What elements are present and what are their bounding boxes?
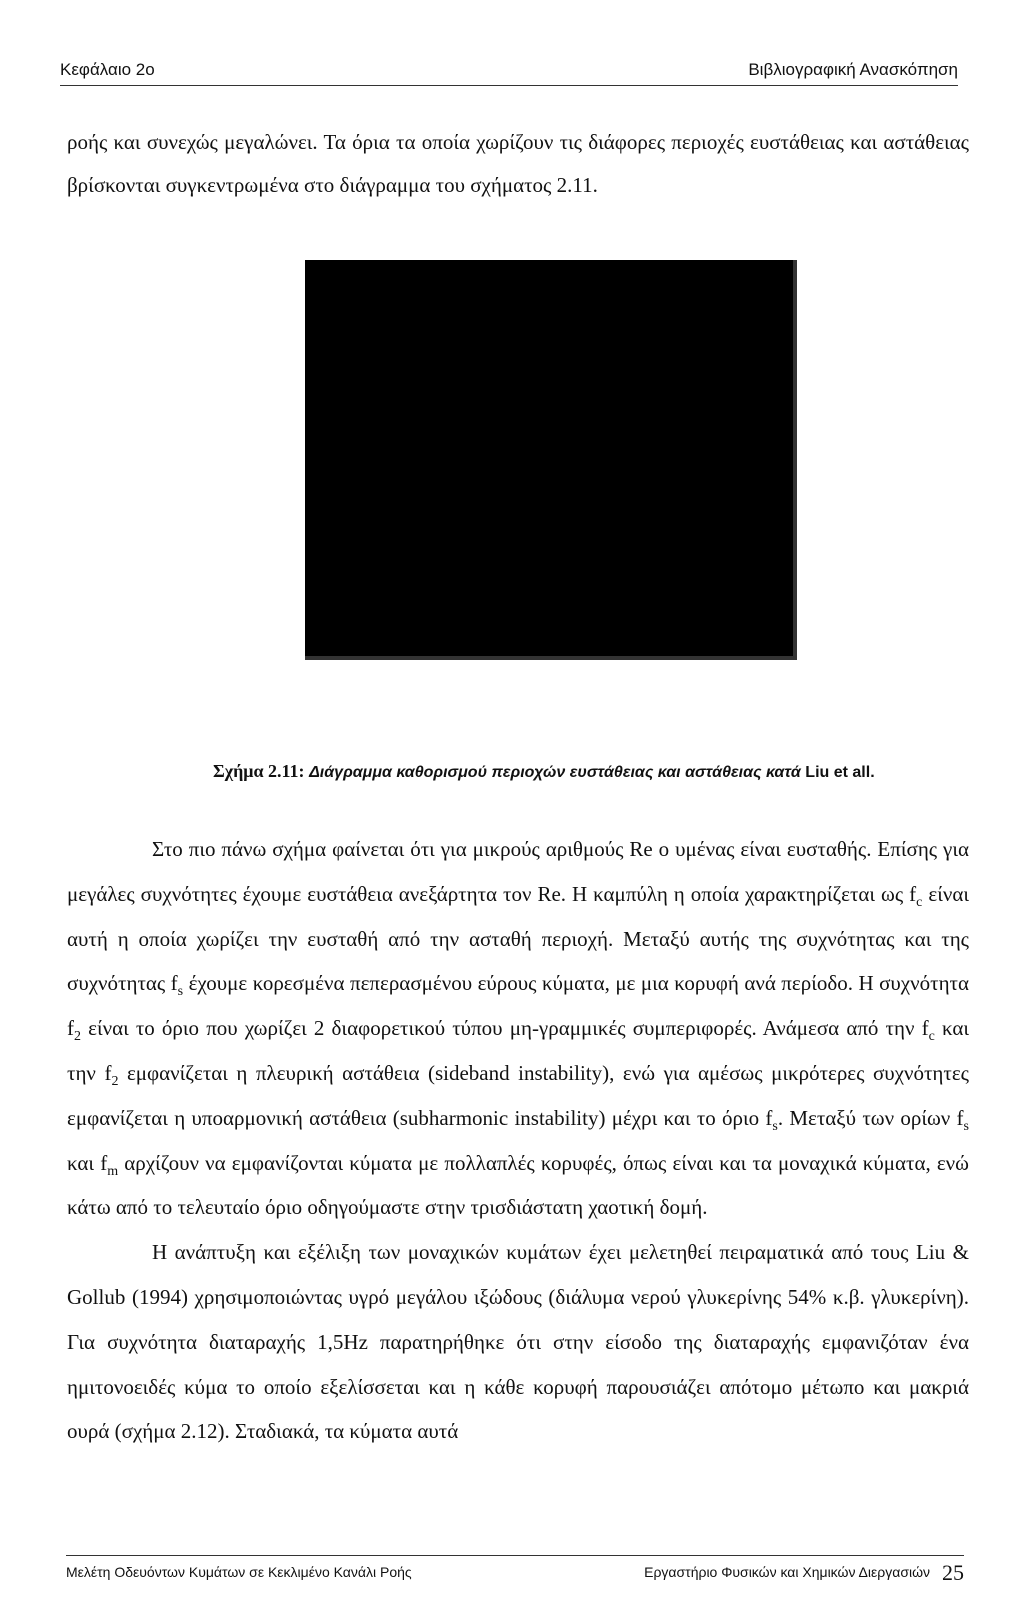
page-header bbox=[60, 56, 958, 86]
caption-author: Liu et all. bbox=[805, 764, 875, 781]
paragraph-2: Η ανάπτυξη και εξέλιξη των μοναχικών κυμάτων έχει μελετηθεί πειραματικά από τους Liu & Gollub (1994) χρησιμοποιώντας υγρό μεγάλου ιξώδους (διάλυμα νερού γλυκερίνης 54% κ.β. γλυκερίνη). Για συχνότητα διαταραχής 1,5Hz παρατηρήθηκε ότι στην είσοδο της διαταραχής εμφανιζόταν ένα ημιτονοειδές κύμα το οποίο εξελίσσεται και η κάθε κορυφή παρουσιάζει απότομο μέτωπο και μακριά ουρά (σχήμα 2.12). Σταδιακά, τα κύματα αυτά bbox=[67, 1240, 969, 1444]
footer-divider bbox=[66, 1555, 964, 1556]
paragraph-1: Στο πιο πάνω σχήμα φαίνεται ότι για μικρούς αριθμούς Re ο υμένας είναι ευσταθής. Επίσης για μεγάλες συχνότητες έχουμε ευστάθεια ανεξάρτητα τον Re. Η καμπύλη η οποία χαρακτηρίζεται ως $f_c$ είναι αυτή η οποία χωρίζει την ευσταθή από την ασταθή περιοχή. Μεταξύ αυτής της συχνότητας και της συχνότητας $f_s$ έχουμε κορεσμένα πεπερασμένου εύρους κύματα, με μια κορυφή ανά περίοδο. Η συχνότητα $f_2$ είναι το όριο που χωρίζει 2 διαφορετικού τύπου μη-γραμμικές συμπεριφορές. Ανάμεσα από την $f_c$ και την $f_2$ εμφανίζεται η πλευρική αστάθεια (sideband instability), ενώ για αμέσως μικρότερες συχνότητες εμφανίζεται η υποαρμονική αστάθεια (subharmonic instability) μέχρι και το όριο $f_s$. Μεταξύ των ορίων $f_s$ και $f_m$ αρχίζουν να εμφανίζονται κύματα με πολλαπλές κορυφές, όπως είναι και τα μοναχικά κύματα, ενώ κάτω από το τελευταίο όριο οδηγούμαστε στην τρισδιάστατη χαοτική δομή. bbox=[67, 837, 969, 1220]
caption-text: Διάγραμμα καθορισμού περιοχών ευστάθειας και αστάθειας κατά bbox=[309, 764, 801, 781]
figure-edge-right bbox=[793, 260, 797, 656]
page-number: 25 bbox=[942, 1560, 964, 1585]
figure-edge-bottom bbox=[305, 656, 797, 660]
section-label: Βιβλιογραφική Ανασκόπηση bbox=[748, 60, 958, 79]
footer-title: Μελέτη Οδευόντων Κυμάτων σε Κεκλιμένο Κανάλι Ροής bbox=[66, 1564, 412, 1580]
figure-caption bbox=[213, 761, 875, 782]
body-text bbox=[67, 827, 969, 1454]
header-divider bbox=[60, 85, 958, 86]
chapter-label: Κεφάλαιο 2ο bbox=[60, 60, 155, 79]
footer-lab: Εργαστήριο Φυσικών και Χημικών Διεργασιών bbox=[644, 1564, 930, 1580]
intro-paragraph: ροής και συνεχώς μεγαλώνει. Τα όρια τα οποία χωρίζουν τις διάφορες περιοχές ευστάθειας και αστάθειας βρίσκονται συγκεντρωμένα στο διάγραμμα του σχήματος 2.11. bbox=[67, 130, 969, 197]
figure-image bbox=[305, 260, 793, 656]
caption-number: Σχήμα 2.11: bbox=[213, 761, 305, 781]
page-footer bbox=[66, 1560, 964, 1590]
